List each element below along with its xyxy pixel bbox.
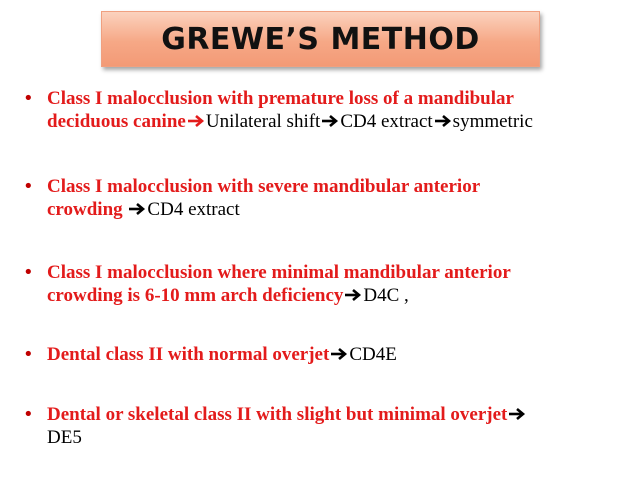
item-2-line-1: Class I malocclusion with severe mandibular anterior	[47, 176, 481, 197]
right-arrow-icon	[344, 288, 362, 302]
item-1-line-2: deciduous canine	[47, 111, 186, 132]
bullet-marker: •	[23, 176, 34, 197]
item-5-step-a: DE5	[47, 427, 82, 448]
item-2-line-2: crowding	[47, 199, 128, 220]
right-arrow-icon	[330, 347, 348, 361]
item-4-step-a: CD4E	[349, 344, 397, 365]
bullet-item-3	[23, 261, 623, 307]
item-3-line-2: crowding is 6-10 mm arch deficiency	[47, 285, 344, 306]
right-arrow-icon	[508, 407, 526, 421]
item-1-step-a: Unilateral shift	[205, 111, 321, 132]
bullet-item-5	[23, 403, 623, 449]
bullet-item-2	[23, 175, 623, 221]
bullet-item-1	[23, 87, 623, 133]
bullet-item-4	[23, 343, 623, 366]
item-2-step-a: CD4 extract	[147, 199, 240, 220]
right-arrow-icon	[321, 114, 339, 128]
bullet-marker: •	[23, 404, 34, 425]
bullet-marker: •	[23, 344, 34, 365]
item-1-step-c: symmetric	[452, 111, 533, 132]
item-3-step-a: D4C ,	[363, 285, 409, 306]
item-5-line-1: Dental or skeletal class II with slight but minimal overjet	[47, 404, 508, 425]
right-arrow-icon	[187, 114, 205, 128]
right-arrow-icon	[128, 202, 146, 216]
right-arrow-icon	[434, 114, 452, 128]
bullet-marker: •	[23, 88, 34, 109]
bullet-marker: •	[23, 262, 34, 283]
item-4-line-1: Dental class II with normal overjet	[47, 344, 330, 365]
page-title: GREWE’S METHOD	[161, 21, 480, 57]
item-3-line-1: Class I malocclusion where minimal mandibular anterior	[47, 262, 511, 283]
item-1-line-1: Class I malocclusion with premature loss of a mandibular	[47, 88, 514, 109]
item-1-step-b: CD4 extract	[340, 111, 433, 132]
